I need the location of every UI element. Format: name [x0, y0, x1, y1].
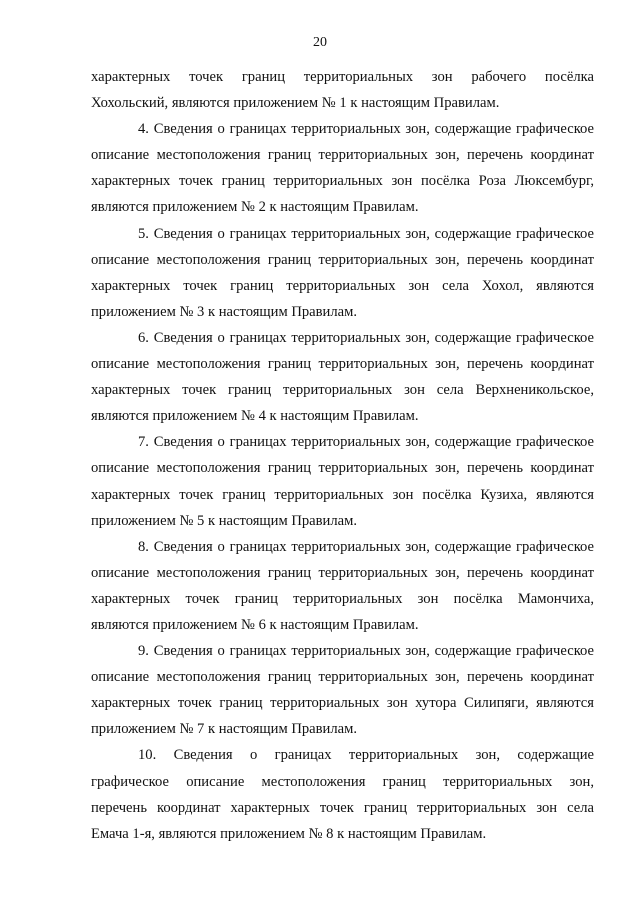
paragraph-line: графическое описание местоположения границ территориальных зон, — [91, 773, 594, 790]
paragraph-line: описание местоположения границ территориальных зон, перечень координат — [91, 669, 594, 686]
paragraph-line: Емача 1-я, являются приложением № 8 к настоящим Правилам. — [91, 825, 487, 842]
paragraph — [91, 64, 594, 116]
paragraph-line: характерных точек границ территориальных зон рабочего посёлка — [91, 69, 594, 85]
paragraph — [91, 325, 594, 429]
paragraph-line: описание местоположения границ территориальных зон, перечень координат — [91, 460, 594, 477]
paragraph — [91, 429, 594, 533]
paragraph-line: являются приложением № 4 к настоящим Правилам. — [91, 408, 419, 425]
paragraph-line: являются приложением № 2 к настоящим Правилам. — [91, 199, 419, 216]
paragraph-line: характерных точек границ территориальных зон хутора Силипяги, являются — [91, 695, 594, 712]
paragraph-line: 10. Сведения о границах территориальных зон, содержащие — [138, 747, 594, 764]
paragraph-line: Хохольский, являются приложением № 1 к настоящим Правилам. — [91, 95, 500, 112]
paragraph-line: характерных точек границ территориальных зон посёлка Кузиха, являются — [91, 486, 594, 503]
paragraph-line: являются приложением № 6 к настоящим Правилам. — [91, 616, 419, 633]
paragraph — [91, 116, 594, 220]
paragraph-line: 6. Сведения о границах территориальных зон, содержащие графическое — [138, 329, 594, 346]
page-number: 20 — [313, 35, 327, 50]
paragraph-line: характерных точек границ территориальных зон посёлка Мамончиха, — [91, 590, 594, 607]
paragraph-line: 7. Сведения о границах территориальных зон, содержащие графическое — [138, 434, 594, 451]
paragraph-line: приложением № 7 к настоящим Правилам. — [91, 721, 358, 738]
paragraph — [91, 742, 594, 846]
paragraph-line: 5. Сведения о границах территориальных зон, содержащие графическое — [138, 225, 594, 242]
paragraph-line: описание местоположения границ территориальных зон, перечень координат — [91, 564, 594, 581]
paragraph-line: приложением № 3 к настоящим Правилам. — [91, 303, 358, 320]
paragraph-line: характерных точек границ территориальных зон посёлка Роза Люксембург, — [91, 173, 594, 190]
document-body — [91, 64, 594, 847]
paragraph-line: характерных точек границ территориальных зон села Хохол, являются — [91, 277, 594, 294]
paragraph-line: приложением № 5 к настоящим Правилам. — [91, 512, 358, 529]
paragraph-line: характерных точек границ территориальных зон села Верхненикольское, — [91, 382, 594, 399]
paragraph-line: описание местоположения границ территориальных зон, перечень координат — [91, 147, 594, 164]
paragraph-line: перечень координат характерных точек границ территориальных зон села — [91, 799, 594, 816]
paragraph-line: 8. Сведения о границах территориальных зон, содержащие графическое — [138, 538, 594, 555]
paragraph — [91, 638, 594, 742]
paragraph — [91, 534, 594, 638]
paragraph — [91, 221, 594, 325]
paragraph-line: описание местоположения границ территориальных зон, перечень координат — [91, 251, 594, 268]
paragraph-line: описание местоположения границ территориальных зон, перечень координат — [91, 356, 594, 373]
paragraph-line: 9. Сведения о границах территориальных зон, содержащие графическое — [138, 643, 594, 660]
paragraph-line: 4. Сведения о границах территориальных зон, содержащие графическое — [138, 121, 594, 138]
